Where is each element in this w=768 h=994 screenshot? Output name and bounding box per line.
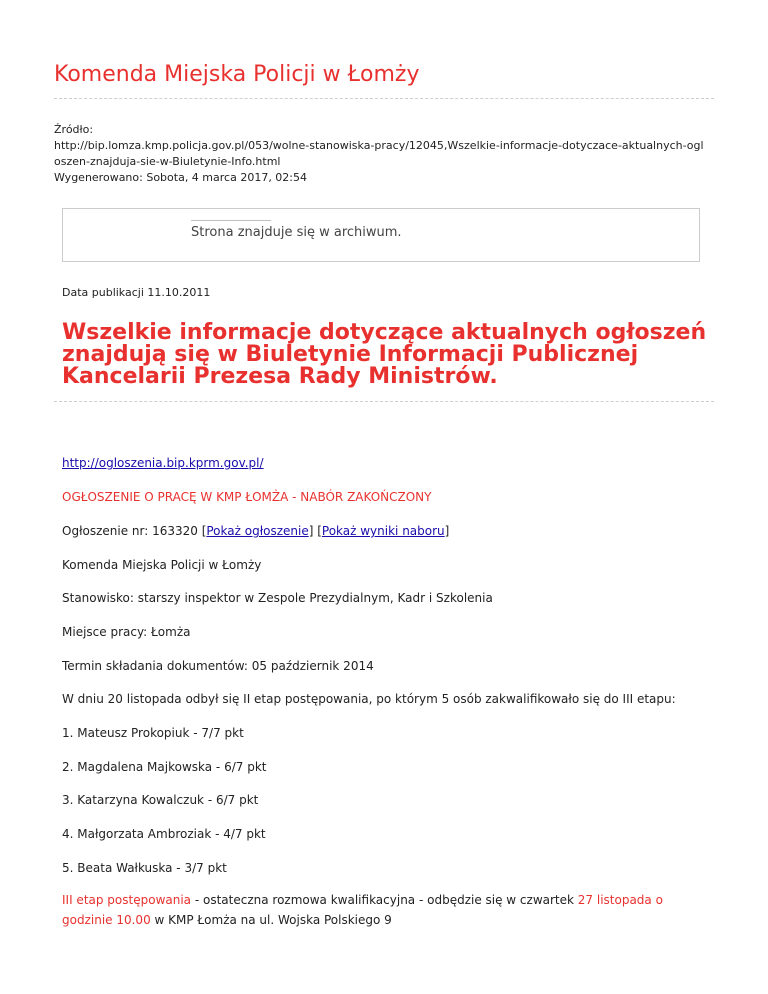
link-paragraph bbox=[62, 456, 264, 470]
position-line: Stanowisko: starszy inspektor w Zespole Prezydialnym, Kadr i Szkolenia bbox=[62, 591, 493, 605]
generated-date: Wygenerowano: Sobota, 4 marca 2017, 02:54 bbox=[54, 171, 308, 184]
candidate-item: 1. Mateusz Prokopiuk - 7/7 pkt bbox=[62, 726, 244, 740]
archive-divider bbox=[191, 220, 271, 221]
header-divider bbox=[54, 98, 714, 99]
final-stage-location: w KMP Łomża na ul. Wojska Polskiego 9 bbox=[150, 913, 392, 927]
final-stage-paragraph bbox=[62, 890, 702, 930]
candidate-item: 2. Magdalena Majkowska - 6/7 pkt bbox=[62, 760, 267, 774]
stage-info-line: W dniu 20 listopada odbył się II etap postępowania, po którym 5 osób zakwalifikowało się do III etapu: bbox=[62, 692, 676, 706]
candidate-item: 4. Małgorzata Ambroziak - 4/7 pkt bbox=[62, 827, 266, 841]
archive-notice: Strona znajduje się w archiwum. bbox=[191, 225, 402, 240]
workplace-line: Miejsce pracy: Łomża bbox=[62, 625, 191, 639]
final-stage-label: III etap postępowania bbox=[62, 893, 192, 907]
publication-date: Data publikacji 11.10.2011 bbox=[62, 286, 211, 299]
show-ad-link[interactable]: Pokaż ogłoszenie bbox=[206, 524, 309, 538]
unit-line: Komenda Miejska Policji w Łomży bbox=[62, 558, 262, 572]
final-stage-text: - ostateczna rozmowa kwalifikacyjna - odbędzie się w czwartek bbox=[191, 893, 578, 907]
source-url-line2: oszen-znajduja-sie-w-Biuletynie-Info.html bbox=[54, 155, 281, 168]
candidate-item: 5. Beata Wałkuska - 3/7 pkt bbox=[62, 861, 227, 875]
title-divider bbox=[54, 401, 714, 402]
deadline-line: Termin składania dokumentów: 05 październik 2014 bbox=[62, 659, 374, 673]
source-url-line1: http://bip.lomza.kmp.policja.gov.pl/053/wolne-stanowiska-pracy/12045,Wszelkie-informacje-dotyczace-aktualnych-ogl bbox=[54, 139, 704, 152]
bracket-separator: ] [ bbox=[308, 524, 322, 538]
archive-notice-box bbox=[62, 208, 700, 262]
source-label: Źródło: bbox=[54, 123, 94, 136]
ogloszenie-line bbox=[62, 524, 449, 538]
final-stage-datetime: 27 listopada o godzinie 10.00 bbox=[62, 893, 663, 927]
article-title: Wszelkie informacje dotyczące aktualnych ogłoszeń znajdują się w Biuletynie Informacji Publicznej Kancelarii Prezesa Rady Ministrów. bbox=[62, 320, 707, 389]
candidate-item: 3. Katarzyna Kowalczuk - 6/7 pkt bbox=[62, 793, 259, 807]
close-bracket: ] bbox=[444, 524, 450, 538]
bip-link[interactable]: http://ogloszenia.bip.kprm.gov.pl/ bbox=[62, 456, 264, 470]
source-info bbox=[54, 122, 714, 186]
ogloszenie-prefix: Ogłoszenie nr: 163320 [ bbox=[62, 524, 207, 538]
site-title: Komenda Miejska Policji w Łomży bbox=[54, 62, 420, 87]
show-results-link[interactable]: Pokaż wyniki naboru bbox=[321, 524, 445, 538]
notice-heading: OGŁOSZENIE O PRACĘ W KMP ŁOMŻA - NABÓR ZAKOŃCZONY bbox=[62, 490, 432, 504]
